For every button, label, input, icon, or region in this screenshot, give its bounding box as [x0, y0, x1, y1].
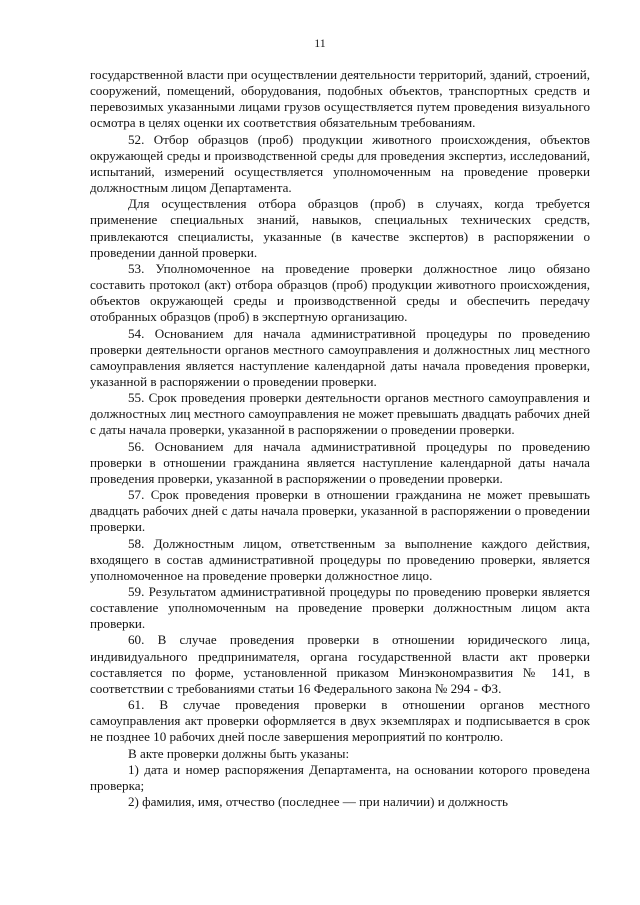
paragraph-60: 60. В случае проведения проверки в отношении юридического лица, индивидуального предпринимателя, органа государственной власти акт проверки составляется по форме, установленной приказом Минэкономразвития № 141, в соответствии с требованиями статьи 16 Федерального закона № 294 - ФЗ. — [90, 632, 590, 696]
paragraph-56: 56. Основанием для начала административной процедуры по проведению проверки в отношении гражданина является наступление календарной даты начала проведения проверки, указанной в распоряжении о проведении проверки. — [90, 438, 590, 486]
list-item-1: 1) дата и номер распоряжения Департамента, на основании которого проведена проверка; — [90, 761, 590, 793]
page-number: 11 — [314, 36, 326, 50]
paragraph-61: 61. В случае проведения проверки в отношении органов местного самоуправления акт проверки оформляется в двух экземплярах и подписывается в срок не позднее 10 рабочих дней после завершения мероприятий по контролю. — [90, 697, 590, 745]
list-item-2: 2) фамилия, имя, отчество (последнее — при наличии) и должность — [128, 794, 508, 810]
paragraph-act-contents-intro: В акте проверки должны быть указаны: — [128, 745, 350, 761]
paragraph-57: 57. Срок проведения проверки в отношении гражданина не может превышать двадцать рабочих дней с даты начала проверки, указанной в распоряжении о проведении проверки. — [90, 487, 590, 535]
paragraph-52: 52. Отбор образцов (проб) продукции животного происхождения, объектов окружающей среды и производственной среды для проведения экспертиз, исследований, испытаний, измерений осуществляется уполномоченным на проведение проверки должностным лицом Департамента. — [90, 131, 590, 196]
document-body — [90, 67, 590, 810]
paragraph-54: 54. Основанием для начала административной процедуры по проведению проверки деятельности органов местного самоуправления и должностных лиц местного самоуправления является наступление календарной даты начала проведения проверки, указанной в распоряжении о проведении проверки. — [90, 325, 590, 389]
paragraph-59: 59. Результатом административной процедуры по проведению проверки является составление уполномоченным на проведение проверки должностным лицом акта проверки. — [90, 584, 590, 632]
paragraph-55: 55. Срок проведения проверки деятельности органов местного самоуправления и должностных лиц местного самоуправления не может превышать двадцать рабочих дней с даты начала проверки, указанной в распоряжении о проведении проверки. — [90, 390, 590, 438]
paragraph-58: 58. Должностным лицом, ответственным за выполнение каждого действия, входящего в состав административной процедуры по проведению проверки, является уполномоченное на проведение проверки должностное лицо. — [90, 535, 590, 583]
paragraph-53: 53. Уполномоченное на проведение проверки должностное лицо обязано составить протокол (акт) отбора образцов (проб) продукции животного происхождения, объектов окружающей среды и производственной среды и обеспечить передачу отобранных образцов (проб) в экспертную организацию. — [90, 260, 590, 325]
paragraph-continued: государственной власти при осуществлении деятельности территорий, зданий, строений, сооружений, помещений, оборудования, подобных объектов, транспортных средств и перевозимых указанными лицами грузов осуществляется путем проведения визуального осмотра в целях оценки их соответствия обязательным требованиям. — [90, 67, 590, 131]
paragraph-52-specialists: Для осуществления отбора образцов (проб) в случаях, когда требуется применение специальных знаний, навыков, специальных технических средств, привлекаются специалисты, указанные (в качестве экспертов) в распоряжении о проведении данной проверки. — [90, 196, 590, 260]
